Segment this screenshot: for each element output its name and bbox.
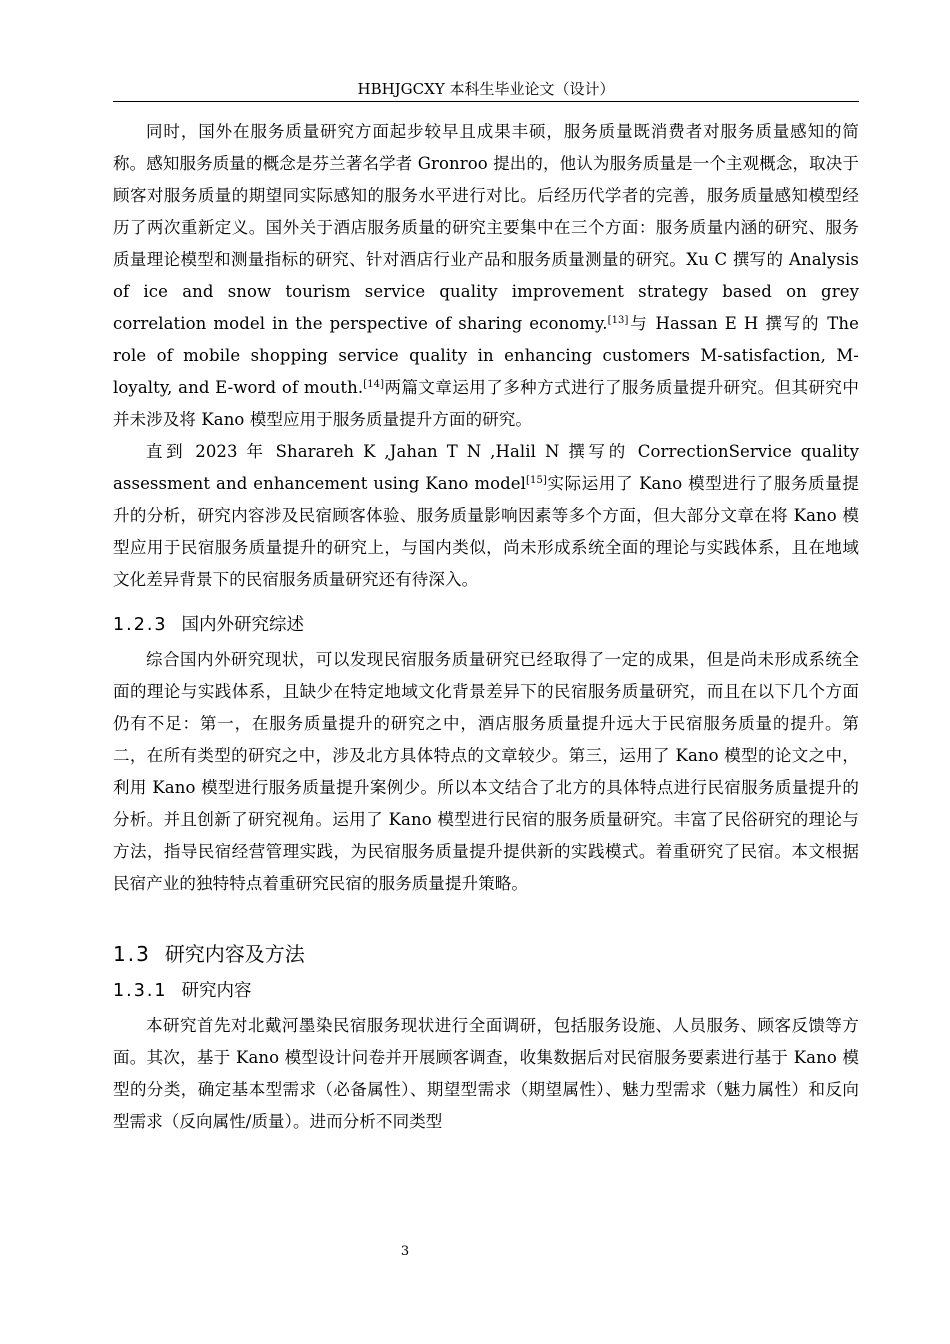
page-body xyxy=(113,116,859,1138)
paragraph-text: 与 Hassan E H 撰写的 The role of mobile shopping service quality in enhancing customers M-satisfaction, M-loyalty, and E-word of mouth. xyxy=(113,314,859,397)
section-title: 国内外研究综述 xyxy=(181,615,305,635)
paragraph-text: 直到 2023 年 Sharareh K ,Jahan T N ,Halil N 撰写的 CorrectionService quality assessment and enhancement using Kano model xyxy=(113,442,859,493)
paragraph-summary: 综合国内外研究现状，可以发现民宿服务质量研究已经取得了一定的成果，但是尚未形成系统全面的理论与实践体系，且缺少在特定地域文化背景差异下的民宿服务质量研究，而且在以下几个方面仍有不足：第一，在服务质量提升的研究之中，酒店服务质量提升远大于民宿服务质量的提升。第二，在所有类型的研究之中，涉及北方具体特点的文章较少。第三，运用了 Kano 模型的论文之中，利用 Kano 模型进行服务质量提升案例少。所以本文结合了北方的具体特点进行民宿服务质量提升的分析。并且创新了研究视角。运用了 Kano 模型进行民宿的服务质量研究。丰富了民俗研究的理论与方法，指导民宿经营管理实践，为民宿服务质量提升提供新的实践模式。着重研究了民宿。本文根据民宿产业的独特特点着重研究民宿的服务质量提升策略。 xyxy=(113,650,859,893)
citation-ref: [13] xyxy=(607,315,629,326)
section-title: 研究内容 xyxy=(181,981,252,1001)
citation-ref: [14] xyxy=(363,379,385,390)
header-rule xyxy=(113,101,859,102)
citation-ref: [15] xyxy=(526,475,547,486)
paragraph-text: 实际运用了 Kano 模型进行了服务质量提升的分析，研究内容涉及民宿顾客体验、服务质量影响因素等多个方面，但大部分文章在将 Kano 模型应用于民宿服务质量提升的研究上，与国内类似，尚未形成系统全面的理论与实践体系，且在地域文化差异背景下的民宿服务质量研究还有待深入。 xyxy=(113,474,859,589)
paragraph-kano-2023 xyxy=(113,436,859,596)
paragraph-research-content: 本研究首先对北戴河墨染民宿服务现状进行全面调研，包括服务设施、人员服务、顾客反馈等方面。其次，基于 Kano 模型设计问卷并开展顾客调查，收集数据后对民宿服务要素进行基于 Kano 模型的分类，确定基本型需求（必备属性）、期望型需求（期望属性）、魅力型需求（魅力属性）和反向型需求（反向属性/质量）。进而分析不同类型 xyxy=(113,1016,859,1131)
section-heading-1-3 xyxy=(113,938,859,970)
paragraph-foreign-research xyxy=(113,116,859,436)
section-title: 研究内容及方法 xyxy=(164,942,305,966)
section-number: 1.3.1 xyxy=(113,981,168,1001)
section-heading-1-3-1 xyxy=(113,976,859,1006)
paragraph-text: 同时，国外在服务质量研究方面起步较早且成果丰硕，服务质量既消费者对服务质量感知的简称。感知服务质量的概念是芬兰著名学者 Gronroo 提出的，他认为服务质量是一个主观概念，取决于顾客对服务质量的期望同实际感知的服务水平进行对比。后经历代学者的完善，服务质量感知模型经历了两次重新定义。国外关于酒店服务质量的研究主要集中在三个方面：服务质量内涵的研究、服务质量理论模型和测量指标的研究、针对酒店行业产品和服务质量测量的研究。Xu C 撰写的 Analysis of ice and snow tourism service quality improvement strategy based on grey correlation model in the perspective of sharing economy. xyxy=(113,122,859,333)
running-header: HBHJGCXY 本科生毕业论文（设计） xyxy=(357,80,615,98)
section-heading-1-2-3 xyxy=(113,610,859,640)
section-number: 1.3 xyxy=(113,942,151,966)
page-number: 3 xyxy=(400,1244,410,1259)
section-number: 1.2.3 xyxy=(113,615,168,635)
paragraph-text: 两篇文章运用了多种方式进行了服务质量提升研究。但其研究中并未涉及将 Kano 模型应用于服务质量提升方面的研究。 xyxy=(113,378,859,429)
